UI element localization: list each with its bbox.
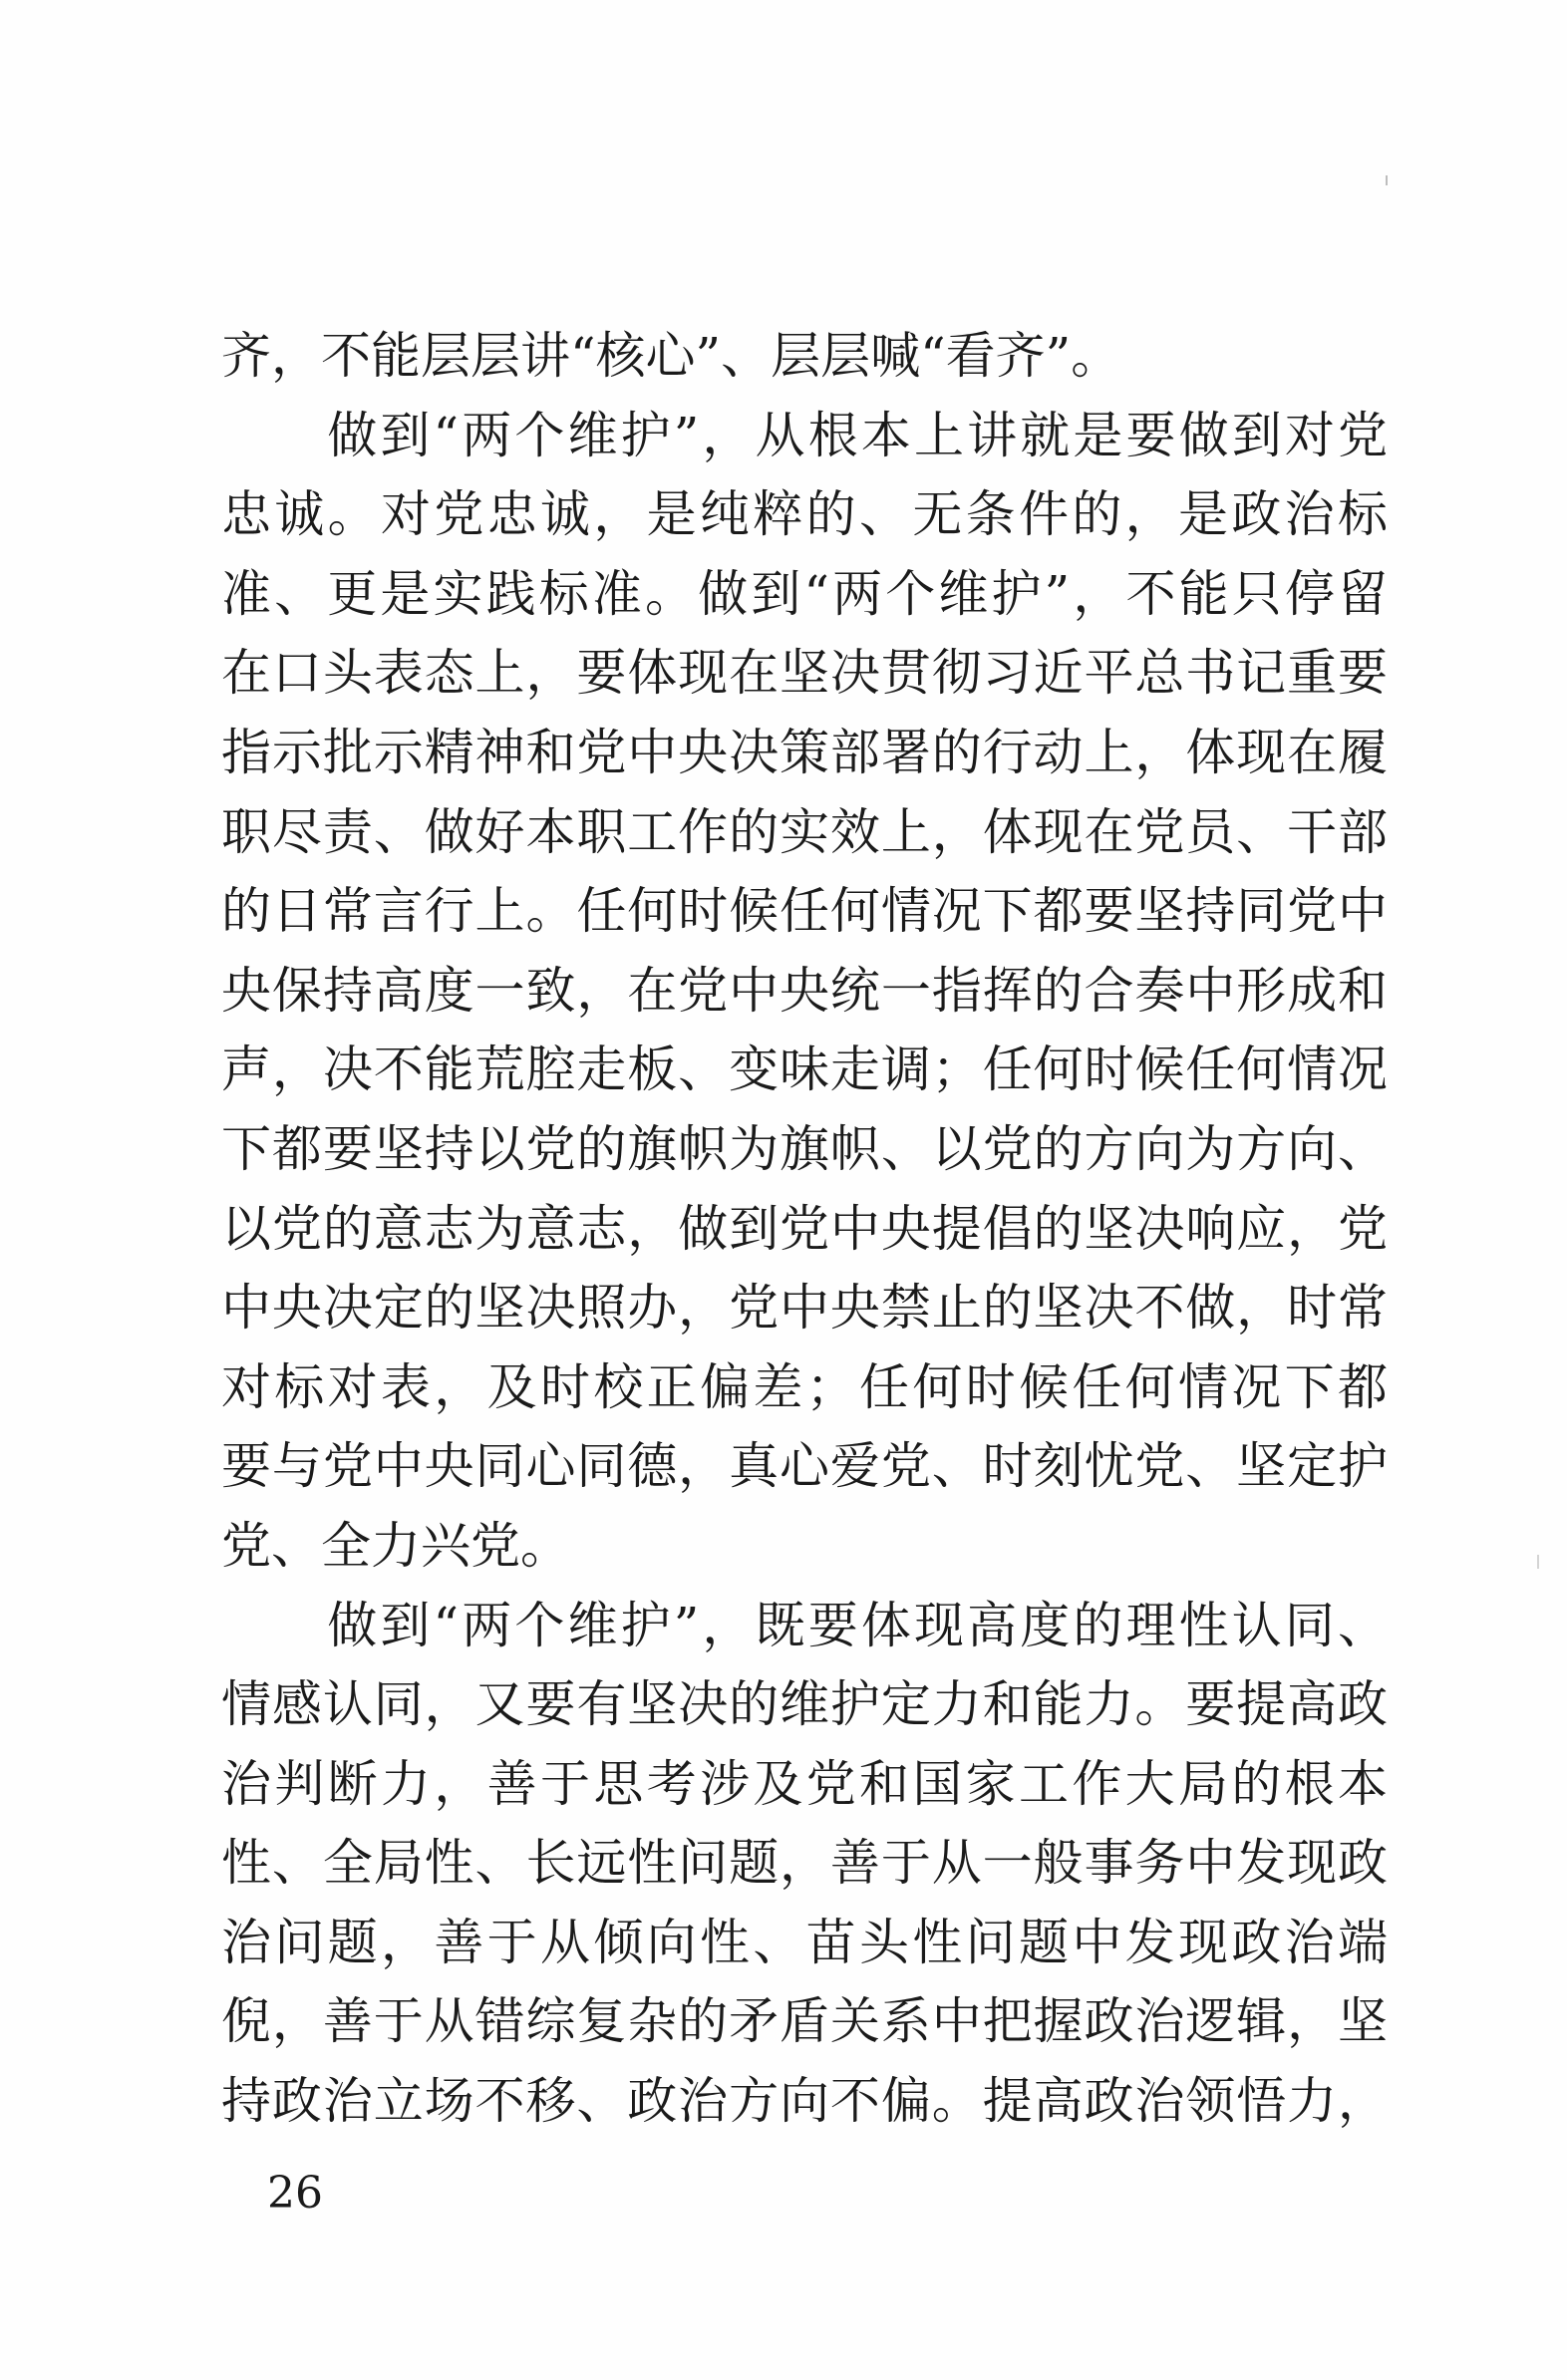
text-line: 做到“两个维护”，既要体现高度的理性认同、 bbox=[221, 1596, 1388, 1654]
text-line: 的日常言行上。任何时候任何情况下都要坚持同党中 bbox=[221, 882, 1388, 941]
text-line: 治判断力，善于思考涉及党和国家工作大局的根本 bbox=[221, 1754, 1388, 1813]
text-line: 声，决不能荒腔走板、变味走调；任何时候任何情况 bbox=[221, 1041, 1388, 1099]
text-line: 忠诚。对党忠诚，是纯粹的、无条件的，是政治标 bbox=[221, 485, 1388, 544]
text-line: 做到“两个维护”，从根本上讲就是要做到对党 bbox=[221, 406, 1388, 464]
body-text bbox=[221, 317, 1388, 2142]
text-line: 下都要坚持以党的旗帜为旗帜、以党的方向为方向、 bbox=[221, 1119, 1388, 1178]
text-line: 持政治立场不移、政治方向不偏。提高政治领悟力， bbox=[221, 2072, 1388, 2131]
text-line: 职尽责、做好本职工作的实效上，体现在党员、干部 bbox=[221, 802, 1388, 861]
text-line: 在口头表态上，要体现在坚决贯彻习近平总书记重要 bbox=[221, 644, 1388, 703]
text-line: 指示批示精神和党中央决策部署的行动上，体现在履 bbox=[221, 723, 1388, 781]
text-line: 倪，善于从错综复杂的矛盾关系中把握政治逻辑，坚 bbox=[221, 1992, 1388, 2051]
text-line: 齐，不能层层讲“核心”、层层喊“看齐”。 bbox=[221, 327, 1121, 385]
text-line: 治问题，善于从倾向性、苗头性问题中发现政治端 bbox=[221, 1913, 1388, 1971]
text-line: 党、全力兴党。 bbox=[221, 1516, 570, 1575]
text-line: 性、全局性、长远性问题，善于从一般事务中发现政 bbox=[221, 1834, 1388, 1893]
text-line: 中央决定的坚决照办，党中央禁止的坚决不做，时常 bbox=[221, 1279, 1388, 1338]
text-line: 情感认同，又要有坚决的维护定力和能力。要提高政 bbox=[221, 1675, 1388, 1734]
text-line: 要与党中央同心同德，真心爱党、时刻忧党、坚定护 bbox=[221, 1437, 1388, 1496]
text-line: 以党的意志为意志，做到党中央提倡的坚决响应，党 bbox=[221, 1199, 1388, 1258]
text-line: 央保持高度一致，在党中央统一指挥的合奏中形成和 bbox=[221, 961, 1388, 1020]
text-line: 对标对表，及时校正偏差；任何时候任何情况下都 bbox=[221, 1357, 1388, 1416]
scan-mark bbox=[1537, 1555, 1539, 1569]
page-number: 26 bbox=[267, 2168, 323, 2219]
scan-mark bbox=[1386, 175, 1388, 185]
text-line: 准、更是实践标准。做到“两个维护”，不能只停留 bbox=[221, 564, 1388, 623]
